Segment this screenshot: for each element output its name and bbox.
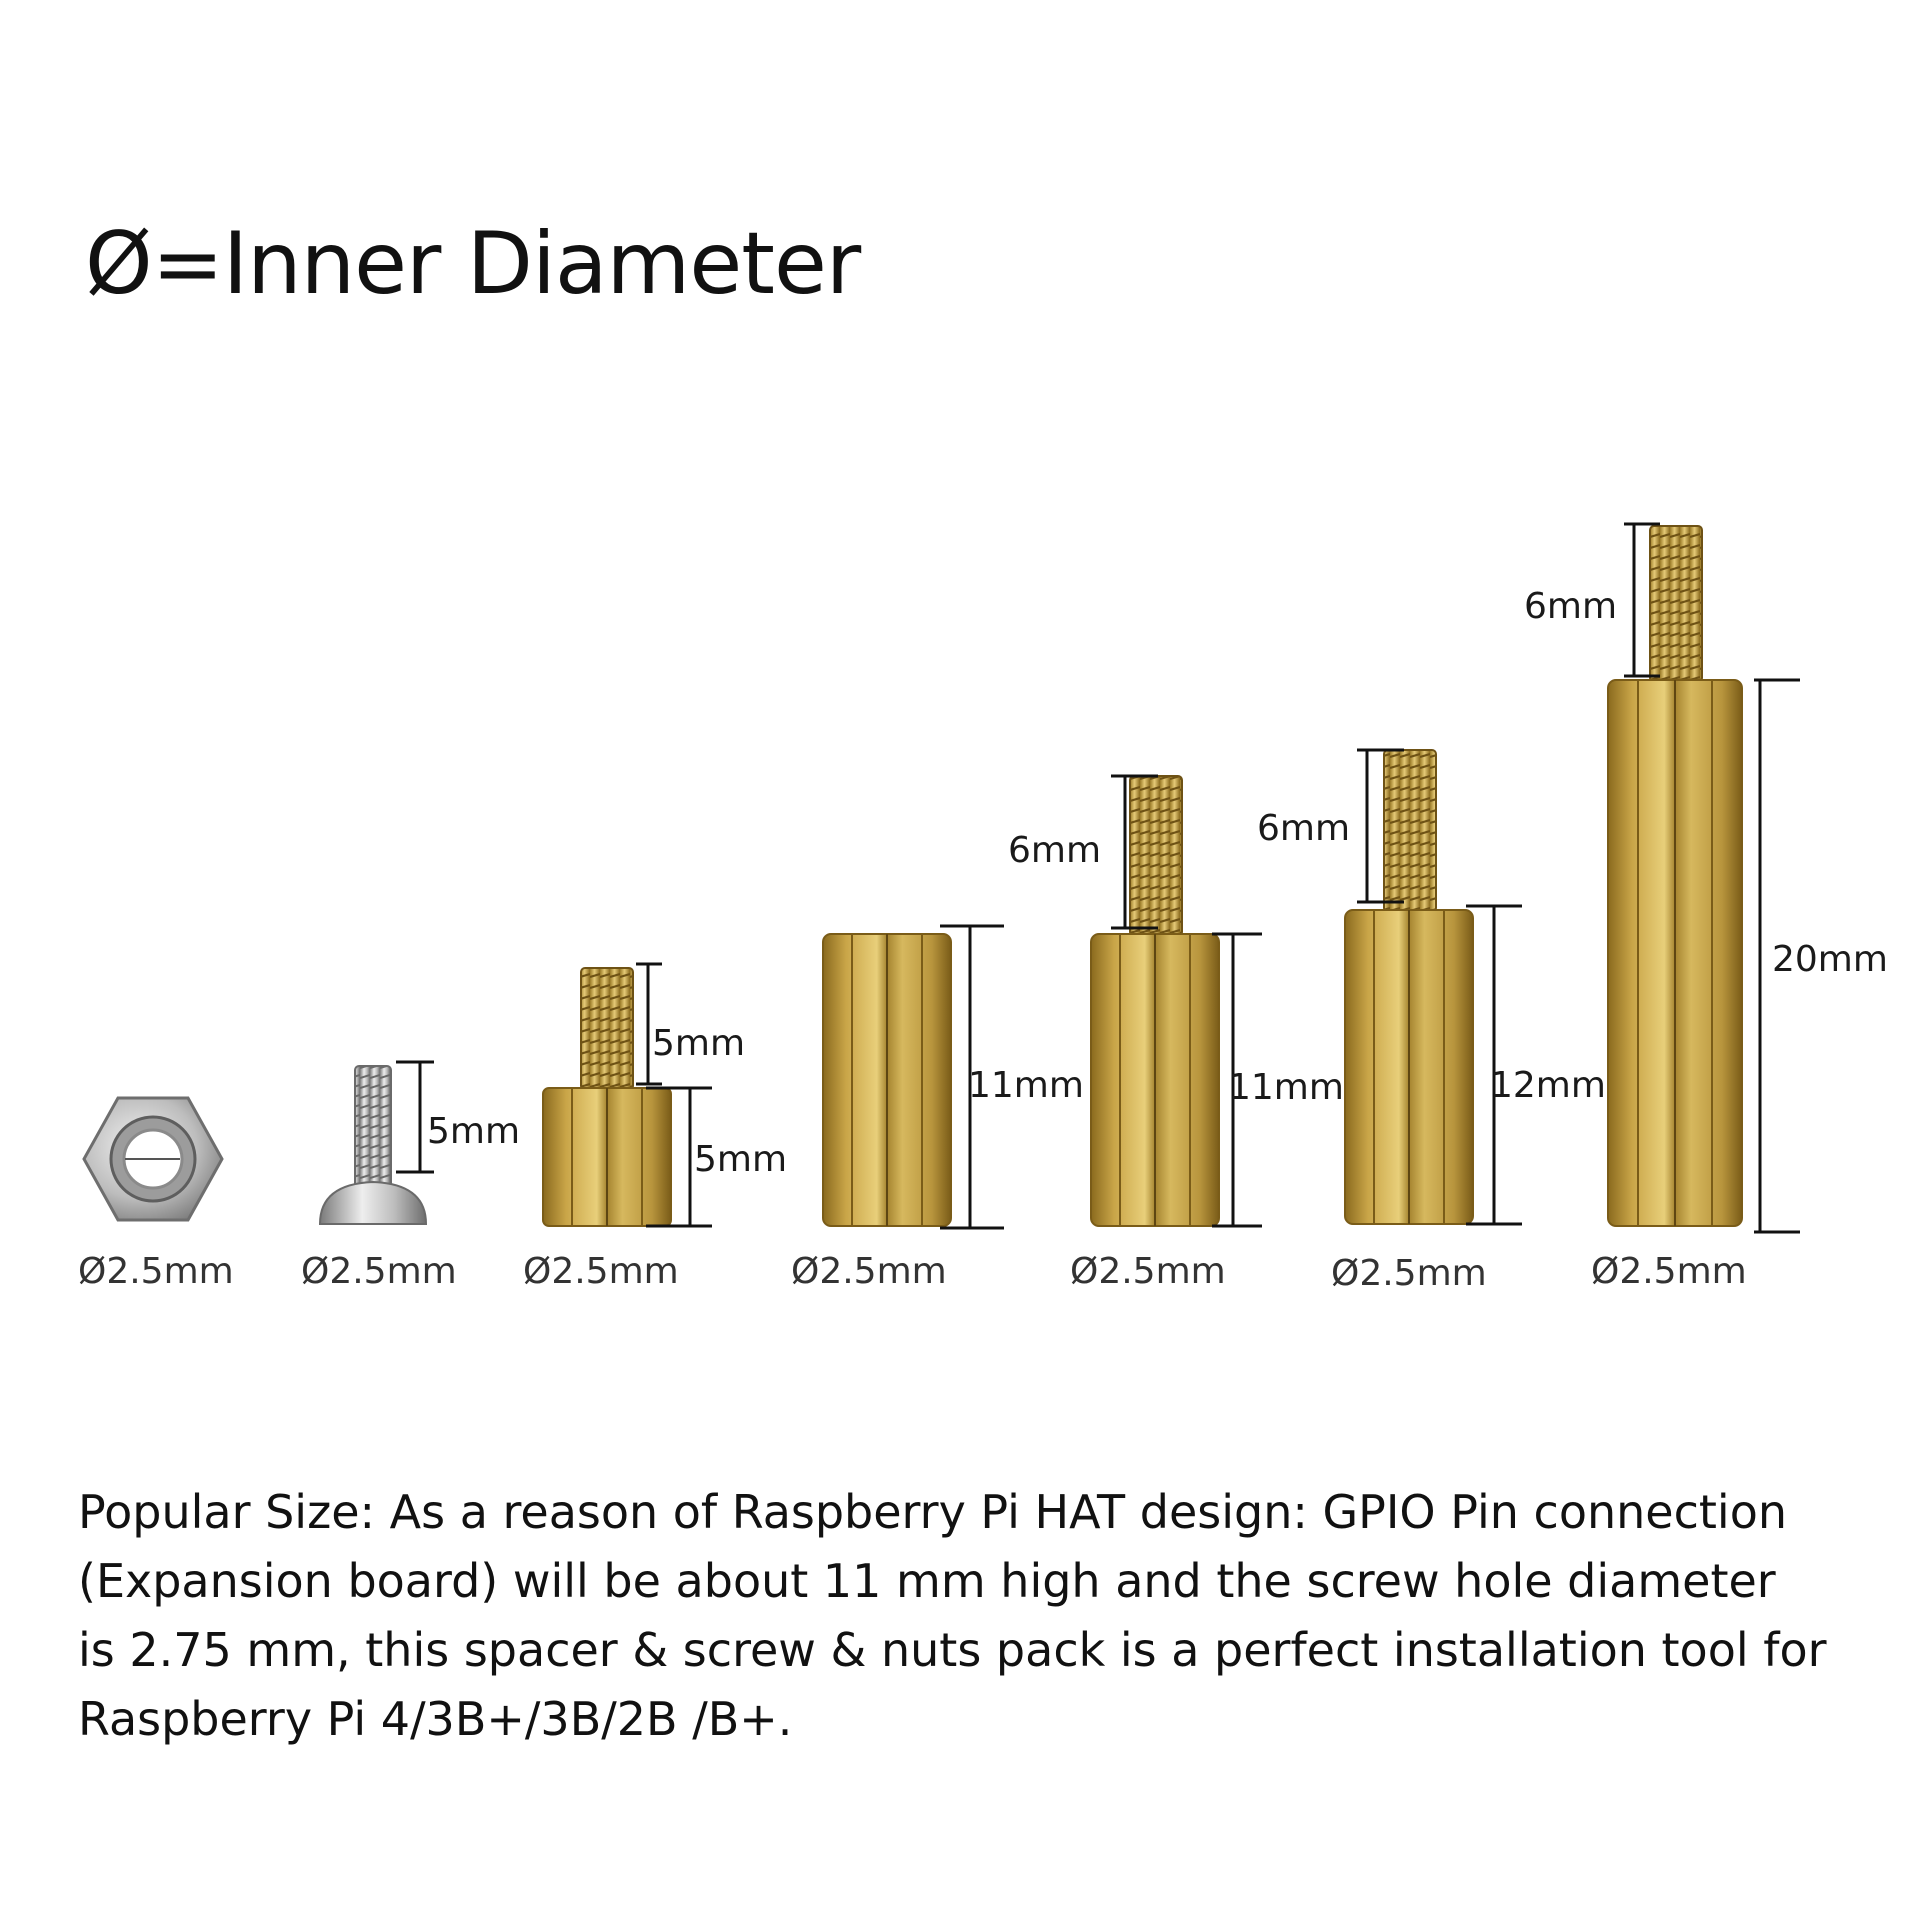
standoff-12mm-diameter-label: Ø2.5mm bbox=[1331, 1253, 1487, 1294]
description-line: (Expansion board) will be about 11 mm high and the screw hole diameter bbox=[78, 1554, 1776, 1608]
standoff-11mm-6mm bbox=[1091, 776, 1262, 1226]
standoff-12mm-thread-label: 6mm bbox=[1257, 808, 1351, 849]
standoff-5mm-diameter-label: Ø2.5mm bbox=[523, 1251, 679, 1292]
page-title: Ø=Inner Diameter bbox=[85, 214, 861, 314]
description bbox=[78, 1478, 1878, 1754]
standoff-5mm bbox=[543, 964, 712, 1226]
standoff-12mm-6mm bbox=[1345, 750, 1522, 1224]
standoff-5mm-body-label: 5mm bbox=[694, 1139, 788, 1180]
standoff-11mm-diameter-label: Ø2.5mm bbox=[1070, 1251, 1226, 1292]
standoff-20mm-diameter-label: Ø2.5mm bbox=[1591, 1251, 1747, 1292]
description-line: is 2.75 mm, this spacer & screw & nuts pack is a perfect installation tool for bbox=[78, 1623, 1827, 1677]
description-line: Popular Size: As a reason of Raspberry Pi HAT design: GPIO Pin connection bbox=[78, 1485, 1787, 1539]
standoff-11mm-thread-label: 6mm bbox=[1008, 830, 1102, 871]
description-line: Raspberry Pi 4/3B+/3B/2B /B+. bbox=[78, 1692, 793, 1746]
screw-length-label: 5mm bbox=[427, 1111, 521, 1152]
hex-nut bbox=[84, 1098, 222, 1220]
standoff-11mm-ff-diameter-label: Ø2.5mm bbox=[791, 1251, 947, 1292]
nut-diameter-label: Ø2.5mm bbox=[78, 1251, 234, 1292]
standoff-12mm-body-label: 12mm bbox=[1490, 1065, 1606, 1106]
standoff-11mm-ff-body-label: 11mm bbox=[968, 1065, 1084, 1106]
standoff-20mm-body-label: 20mm bbox=[1772, 939, 1888, 980]
standoff-11mm-body-label: 11mm bbox=[1228, 1067, 1344, 1108]
standoff-5mm-thread-label: 5mm bbox=[652, 1023, 746, 1064]
standoff-20mm-thread-label: 6mm bbox=[1524, 586, 1618, 627]
standoff-20mm-6mm bbox=[1608, 524, 1800, 1232]
screw bbox=[320, 1062, 434, 1224]
screw-diameter-label: Ø2.5mm bbox=[301, 1251, 457, 1292]
